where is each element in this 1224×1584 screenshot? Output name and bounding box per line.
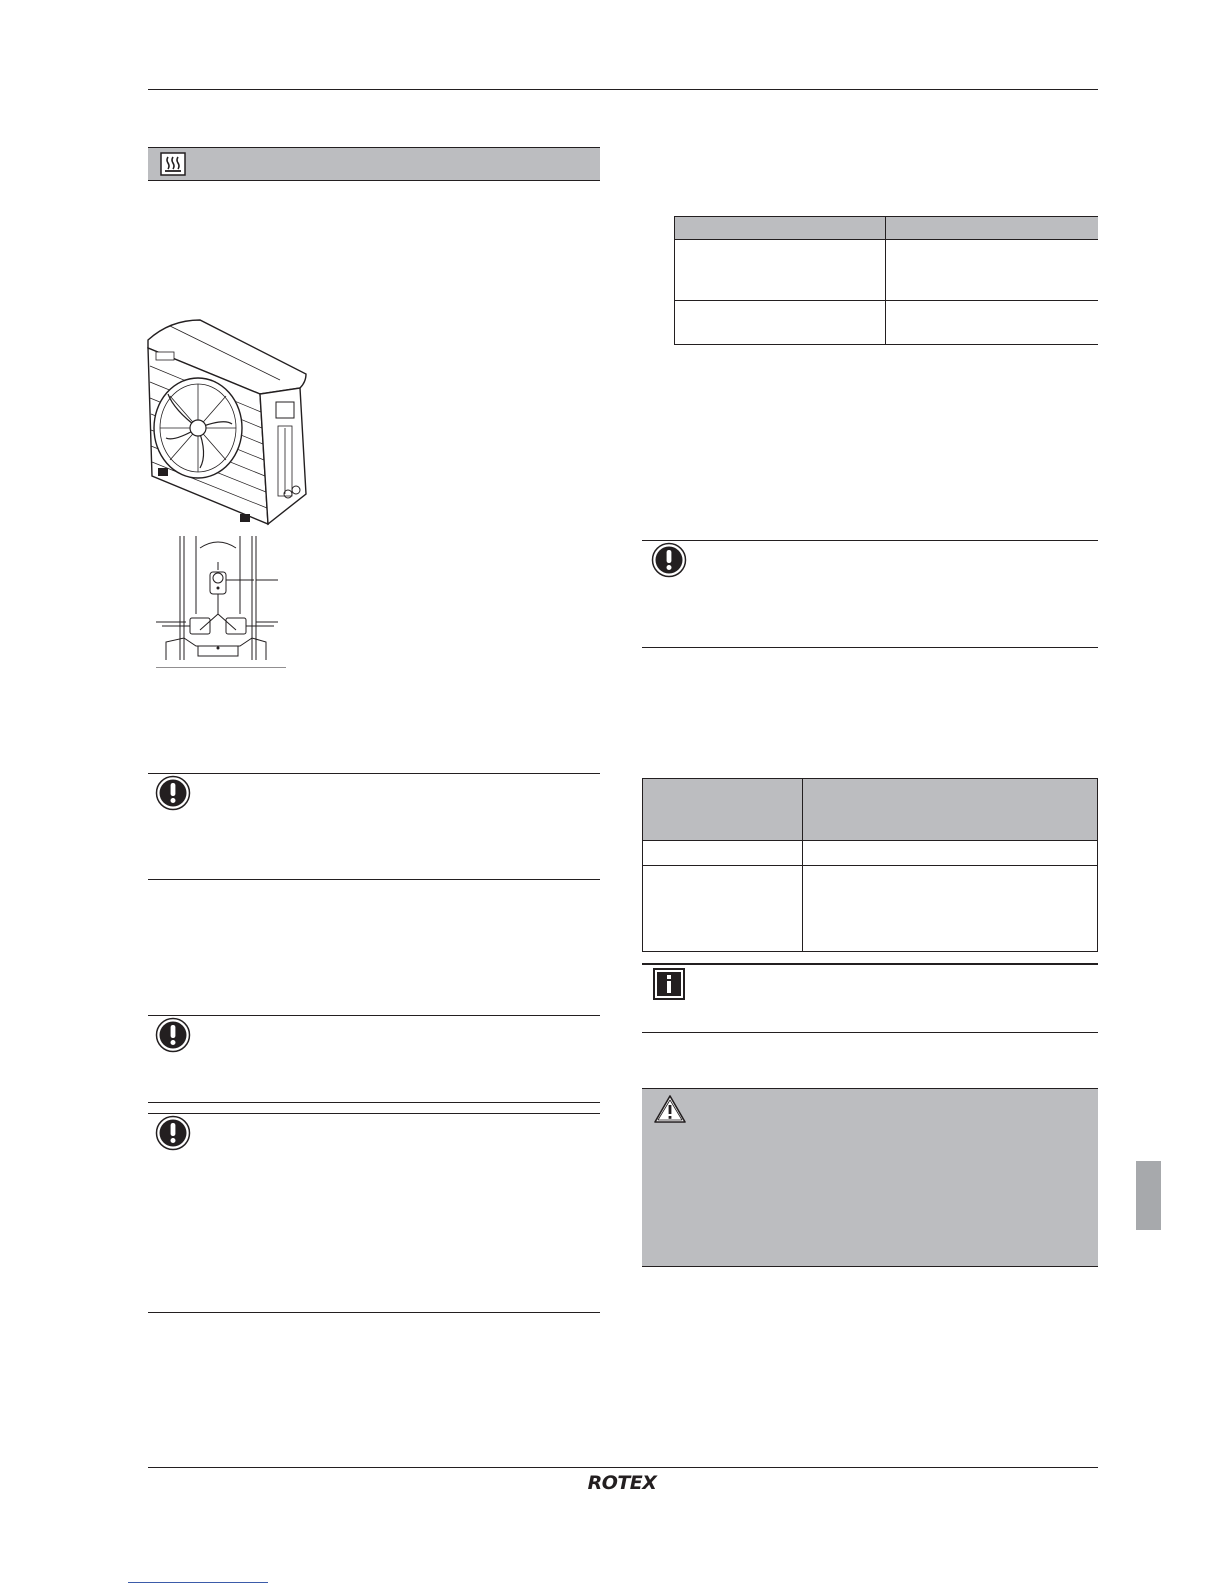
specification-table-small	[674, 216, 1098, 345]
notice-block-4-top-rule	[642, 540, 1098, 541]
notice-block-3-top-rule	[148, 1113, 600, 1114]
table-row	[643, 840, 1097, 841]
header-rule	[148, 89, 1098, 90]
table-row	[674, 239, 1098, 240]
exclamation-circle-icon	[155, 1017, 191, 1053]
table-row	[674, 344, 1098, 345]
notice-block-3-bottom-rule	[148, 1312, 600, 1313]
hot-surface-warning-bar	[148, 147, 600, 181]
information-block-bottom-rule	[642, 1032, 1098, 1033]
outdoor-unit-illustration	[140, 318, 312, 528]
footer-rule	[148, 1467, 1098, 1468]
exclamation-circle-icon	[155, 775, 191, 811]
brand-logo: ROTEX	[587, 1472, 657, 1494]
table-header-row	[674, 216, 1098, 240]
information-block-top-rule	[642, 963, 1098, 965]
warning-triangle-icon	[653, 1094, 687, 1124]
table-header-row	[643, 779, 1097, 840]
notice-block-2-top-rule	[148, 1015, 600, 1016]
caution-box	[642, 1088, 1098, 1267]
notice-block-4-bottom-rule	[642, 647, 1098, 648]
notice-block-1-top-rule	[148, 773, 600, 774]
specification-table-large	[642, 778, 1098, 952]
notice-block-1-bottom-rule	[148, 879, 600, 880]
hot-surface-icon	[160, 152, 186, 176]
link-underline[interactable]	[128, 1582, 268, 1583]
chapter-side-tab	[1136, 1161, 1161, 1230]
table-row	[674, 300, 1098, 301]
table-row	[643, 865, 1097, 866]
info-icon	[653, 968, 685, 1000]
exclamation-circle-icon	[155, 1115, 191, 1151]
exclamation-circle-icon	[651, 542, 687, 578]
stop-valve-detail-illustration	[156, 534, 286, 668]
notice-block-2-bottom-rule	[148, 1102, 600, 1103]
